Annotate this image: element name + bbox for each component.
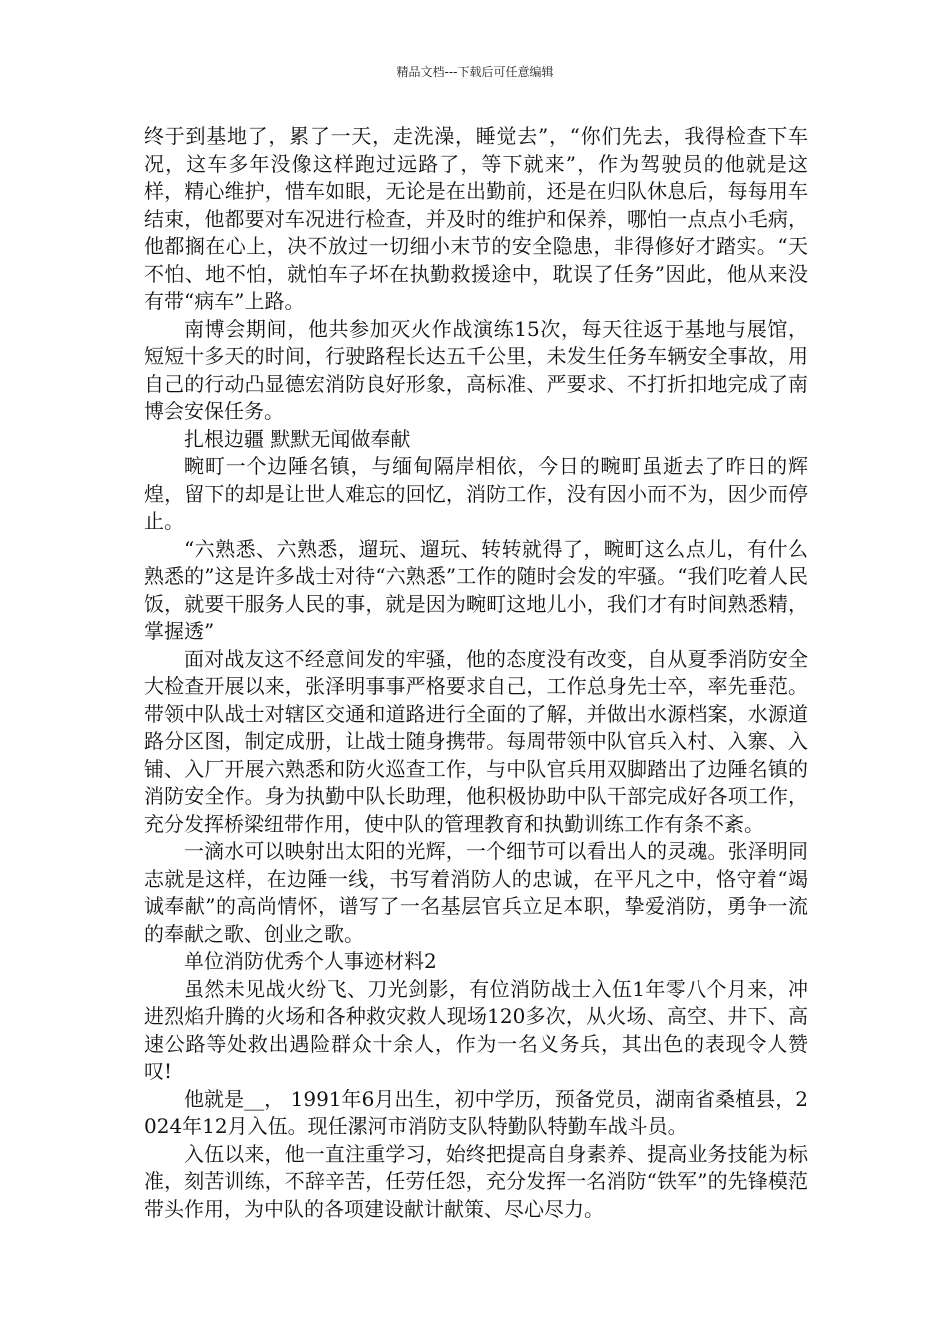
paragraph: 入伍以来，他一直注重学习，始终把提高自身素养、提高业务技能为标准，刻苦训练，不辞辛苦，任劳任怨，充分发挥一名消防“铁军”的先锋模范带头作用，为中队的各项建设献计献策、尽心尽力。 [144,1141,808,1221]
paragraph: 南博会期间，他共参加灭火作战演练15次，每天往返于基地与展馆，短短十多天的时间，行驶路程长达五千公里，未发生任务车辆安全事故，用自己的行动凸显德宏消防良好形象，高标准、严要求、不打折扣地完成了南博会安保任务。 [144,316,808,423]
section-heading: 单位消防优秀个人事迹材料2 [184,949,437,973]
section-heading: 扎根边疆 默默无闻做奉献 [184,426,411,451]
paragraph: 终于到基地了，累了一天，走洗澡，睡觉去”，“你们先去，我得检查下车况，这车多年没像这样跑过远路了，等下就来”，作为驾驶员的他就是这样，精心维护，惜车如眼，无论是在出勤前，还是在归队休息后，每每用车结束，他都要对车况进行检查，并及时的维护和保养，哪怕一点点小毛病，他都搁在心上，决不放过一切细小末节的安全隐患，非得修好才踏实。“天不怕、地不怕，就怕车子坏在执勤救援途中，耽误了任务”因此，他从来没有带“病车”上路。 [144,124,808,313]
paragraph: 虽然未见战火纷飞、刀光剑影，有位消防战士入伍1年零八个月来，冲进烈焰升腾的火场和各种救灾救人现场120多次，从火场、高空、井下、高速公路等处救出遇险群众十余人，作为一名义务兵，其出色的表现令人赞叹! [144,976,808,1083]
paragraph: 一滴水可以映射出太阳的光辉，一个细节可以看出人的灵魂。张泽明同志就是这样，在边陲一线，书写着消防人的忠诚，在平凡之中，恪守着“竭诚奉献”的高尚情怀，谱写了一名基层官兵立足本职，挚爱消防，勇争一流的奉献之歌、创业之歌。 [144,839,808,946]
paragraph: 畹町一个边陲名镇，与缅甸隔岸相依，今日的畹町虽逝去了昨日的辉煌，留下的却是让世人难忘的回忆，消防工作，没有因小而不为，因少而停止。 [144,454,808,533]
paragraph: 他就是__， 1991年6月出生，初中学历，预备党员，湖南省桑植县，2024年12月入伍。现任漯河市消防支队特勤队特勤车战斗员。 [144,1086,808,1138]
document-body [144,123,808,1223]
page-header: 精品文档---下载后可任意编辑 [396,65,554,79]
paragraph: 面对战友这不经意间发的牢骚，他的态度没有改变，自从夏季消防安全大检查开展以来，张泽明事事严格要求自己，工作总身先士卒，率先垂范。带领中队战士对辖区交通和道路进行全面的了解，并做出水源档案，水源道路分区图，制定成册，让战士随身携带。每周带领中队官兵入村、入寨、入铺、入厂开展六熟悉和防火巡查工作，与中队官兵用双脚踏出了边陲名镇的消防安全作。身为执勤中队长助理，他积极协助中队干部完成好各项工作，充分发挥桥梁纽带作用，使中队的管理教育和执勤训练工作有条不紊。 [144,646,808,836]
paragraph: “六熟悉、六熟悉，遛玩、遛玩、转转就得了，畹町这么点儿，有什么熟悉的”这是许多战士对待“六熟悉”工作的随时会发的牢骚。“我们吃着人民饭，就要干服务人民的事，就是因为畹町这地儿小，我们才有时间熟悉精，掌握透” [144,536,808,643]
